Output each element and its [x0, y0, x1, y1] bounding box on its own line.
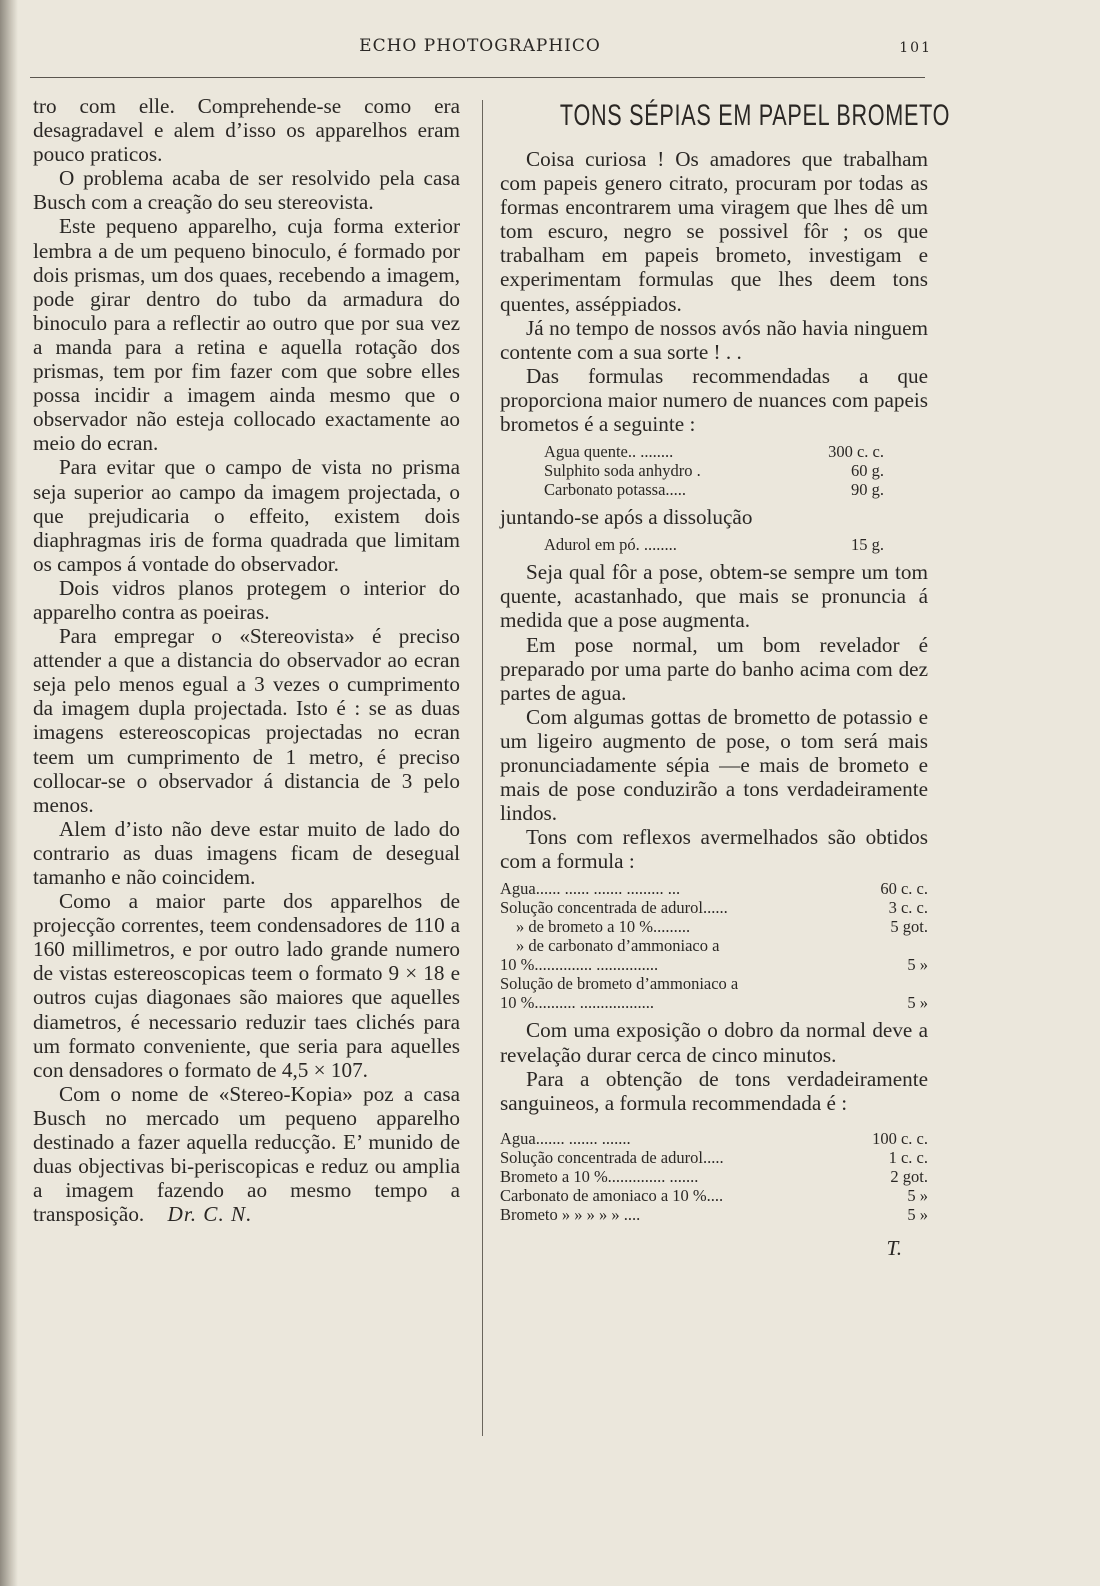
formula-table — [544, 535, 884, 554]
paragraph: O problema acaba de ser resolvido pela casa Busch com a creação do seu stereovista. — [33, 166, 460, 215]
ingredient: » de brometo a 10 %......... — [516, 917, 691, 937]
paragraph: Alem d’isto não deve estar muito de lado do contrario as duas imagens ficam de desegual tamanho e não coincidem. — [33, 816, 460, 889]
header-rule — [30, 77, 925, 78]
paragraph: Dois vidros planos protegem o interior do apparelho contra as poeiras. — [33, 575, 460, 624]
formula-row — [500, 1186, 928, 1205]
ingredient: » de carbonato d’ammoniaco a — [516, 936, 720, 956]
formula-row — [544, 480, 884, 499]
article-title: TONS SÉPIAS EM PAPEL BROMETO — [559, 99, 951, 132]
quantity: 5 » — [907, 993, 928, 1013]
quantity: 5 » — [907, 1185, 928, 1205]
quantity: 300 c. c. — [828, 442, 884, 462]
quantity — [856, 936, 928, 955]
binding-gutter — [0, 0, 18, 1586]
quantity: 60 g. — [851, 461, 884, 481]
quantity: 2 got. — [890, 1166, 928, 1186]
paragraph: Este pequeno apparelho, cuja forma exterior lembra a de um pequeno binoculo, é formado por dois prismas, um dos quaes, recebendo a imagem, pode girar dentro do tubo da armadura do binoculo para a reflectir ao outro que por sua vez a manda para a retina e aquella rotação dos prismas, tem por fim fazer com que sobre elles possa incidir a imagem ainda mesmo que o observador não esteja collocado exactamente ao meio do ecran. — [33, 214, 460, 456]
paragraph: Tons com reflexos avermelhados são obtidos com a formula : — [500, 825, 928, 874]
paragraph: Seja qual fôr a pose, obtem-se sempre um tom quente, acastanhado, que mais se pronuncia á medida que a pose augmenta. — [500, 560, 928, 633]
ingredient: 10 %.............. ............... — [500, 955, 659, 975]
formula-table — [500, 1129, 928, 1224]
quantity: 3 c. c. — [888, 898, 928, 918]
quantity: 60 c. c. — [880, 879, 928, 899]
paragraph: Com uma exposição o dobro da normal deve a revelação durar cerca de cinco minutos. — [500, 1018, 928, 1067]
left-column — [33, 94, 460, 1226]
formula-row — [500, 1148, 928, 1167]
paragraph: Coisa curiosa ! Os amadores que trabalham com papeis genero citrato, procuram por todas as formas encontrarem uma viragem que lhes dê um tom escuro, negro se possivel fôr ; os que trabalham em papeis brometo, investigam e experimentam formulas que lhes deem tons quentes, asséppiados. — [500, 147, 928, 316]
ingredient: Solução concentrada de adurol...... — [500, 898, 728, 918]
quantity — [856, 974, 928, 993]
quantity: 5 » — [907, 955, 928, 975]
ingredient: Brometo » » » » » .... — [500, 1204, 641, 1224]
running-title: ECHO PHOTOGRAPHICO — [359, 36, 601, 56]
quantity: 1 c. c. — [888, 1147, 928, 1167]
formula-row — [500, 993, 928, 1012]
formula-row — [500, 917, 928, 936]
formula-row — [544, 535, 884, 554]
paragraph-text: Com o nome de «Stereo-Kopia» poz a casa Busch no mercado um pequeno apparelho destinado a fazer aquella reducção. E’ munido de duas objectivas bi-periscopicas e reduz ou amplia a imagem fazendo ao mesmo tempo a transposição. — [33, 1081, 460, 1227]
paragraph: Em pose normal, um bom revelador é preparado por uma parte do banho acima com dez partes de agua. — [500, 632, 928, 705]
quantity: 100 c. c. — [872, 1128, 928, 1148]
ingredient: Agua....... ....... ....... — [500, 1128, 631, 1148]
formula-row — [500, 1129, 928, 1148]
formula-row — [500, 936, 928, 955]
paragraph: Para empregar o «Stereovista» é preciso attender a que a distancia do observador ao ecran seja pelo menos egual a 3 vezes o cumprimento da imagem dupla projectada. Isto é : se as duas imagens estereoscopicas projectadas no ecran teem um cumprimento de 1 metro, é preciso collocar-se o observador á distancia de 3 pelo menos. — [33, 624, 460, 817]
quantity: 90 g. — [851, 480, 884, 500]
article-author: T. — [886, 1235, 902, 1260]
paragraph: tro com elle. Comprehende-se como era desagradavel e alem d’isso os apparelhos eram pouco praticos. — [33, 94, 460, 167]
ingredient: Solução de brometo d’ammoniaco a — [500, 974, 739, 994]
ingredient: Sulphito soda anhydro . — [544, 461, 701, 481]
ingredient: Agua quente.. ........ — [544, 442, 674, 462]
ingredient: Agua...... ...... ....... ......... ... — [500, 879, 681, 899]
formula-row — [544, 442, 884, 461]
ingredient: 10 %.......... .................. — [500, 993, 654, 1013]
formula-row — [500, 879, 928, 898]
formula-row — [500, 955, 928, 974]
ingredient: Carbonato potassa..... — [544, 480, 687, 500]
paragraph: Já no tempo de nossos avós não havia ninguem contente com a sua sorte ! . . — [500, 315, 928, 364]
ingredient: Brometo a 10 %.............. ....... — [500, 1166, 699, 1186]
formula-table — [544, 442, 884, 499]
paragraph: Das formulas recommendadas a que proporciona maior numero de nuances com papeis brometos é a seguinte : — [500, 363, 928, 437]
quantity: 5 got. — [890, 917, 928, 937]
ingredient: Solução concentrada de adurol..... — [500, 1147, 724, 1167]
formula-row — [500, 1205, 928, 1224]
paragraph: juntando-se após a dissolução — [500, 505, 753, 530]
formula-table — [500, 879, 928, 1012]
right-column — [500, 97, 951, 1260]
page-number: 101 — [899, 40, 932, 56]
paragraph: Como a maior parte dos apparelhos de projecção correntes, teem condensadores de 110 a 160 millimetros, e por outro lado grande numero de vistas estereoscopicas teem o formato 9 × 18 e outros cujas diagonaes são maiores que aquelles diametros, é necessario reduzir taes clichés para um formato conveniente, que seria para aquelles con densadores o formato de 4,5 × 107. — [33, 889, 460, 1082]
formula-row — [500, 1167, 928, 1186]
ingredient: Adurol em pó. ........ — [544, 535, 677, 555]
column-divider — [482, 100, 483, 1436]
paragraph: Com algumas gottas de brometto de potassio e um ligeiro augmento de pose, o tom será mais pronunciadamente sépia —e mais de brometo e mais de pose conduzirão a tons verdadeiramente lindos. — [500, 704, 928, 826]
paragraph: Para a obtenção de tons verdadeiramente sanguineos, a formula recommendada é : — [500, 1066, 928, 1115]
formula-row — [500, 974, 928, 993]
author-signature: Dr. C. N. — [167, 1202, 253, 1227]
paragraph: Para evitar que o campo de vista no prisma seja superior ao campo da imagem projectada, o que prejudicaria o effeito, existem dois diaphragmas iris de forma quadrada que limitam os campos á vontade do observador. — [33, 455, 460, 576]
quantity: 5 » — [907, 1204, 928, 1224]
formula-row — [544, 461, 884, 480]
page-header — [30, 36, 930, 64]
ingredient: Carbonato de amoniaco a 10 %.... — [500, 1185, 724, 1205]
formula-row — [500, 898, 928, 917]
paragraph — [33, 1082, 460, 1227]
quantity: 15 g. — [851, 535, 884, 555]
